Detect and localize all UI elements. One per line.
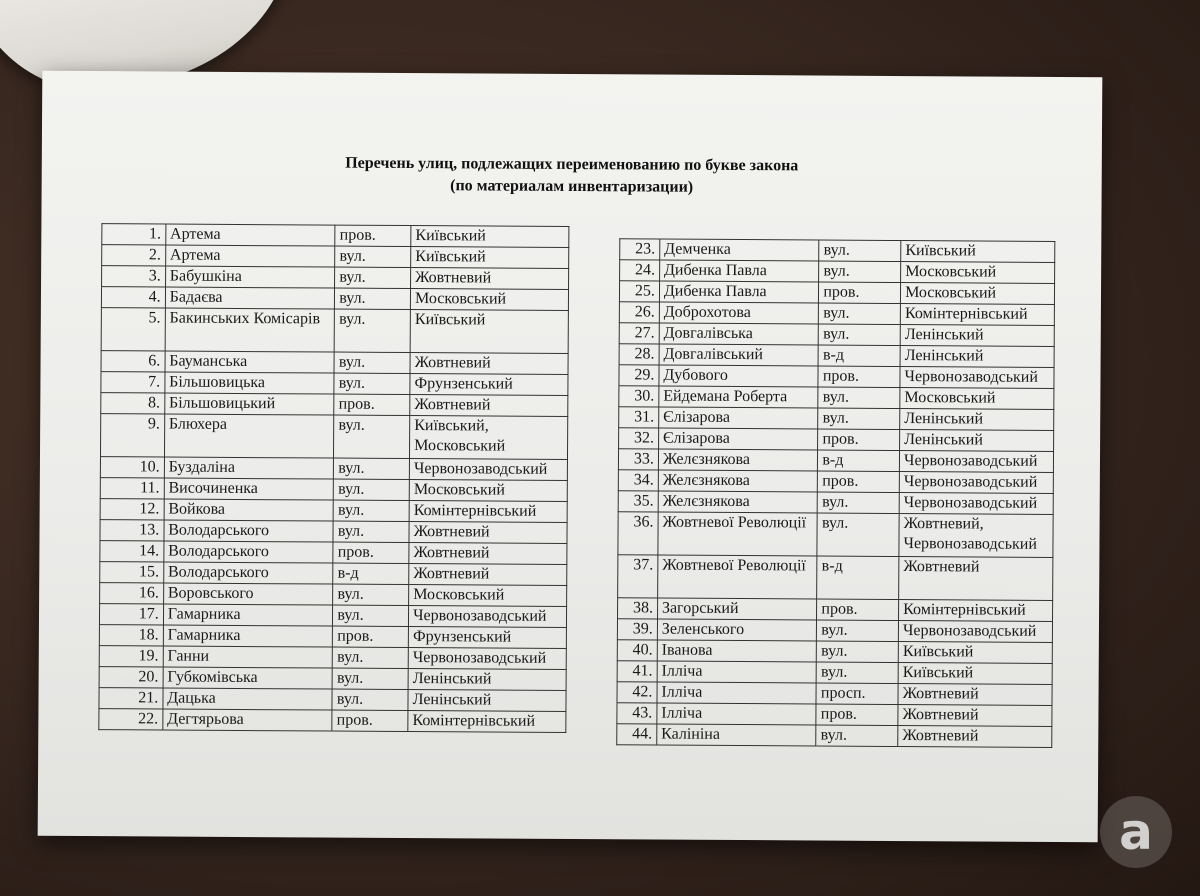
street-type: пров. — [818, 429, 900, 450]
district-name: Фрунзенський — [410, 374, 568, 396]
row-number: 39. — [617, 619, 657, 640]
street-name: Загорський — [657, 598, 817, 620]
district-name: Комінтернівський — [899, 600, 1053, 622]
street-name: Войкова — [164, 499, 334, 521]
table-row — [101, 287, 568, 311]
table-row — [617, 619, 1052, 643]
district-name: Київський — [411, 247, 569, 269]
row-number: 42. — [617, 682, 657, 703]
street-type: вул. — [818, 387, 900, 408]
row-number: 3. — [102, 266, 166, 287]
street-name: Доброхотова — [659, 302, 819, 324]
street-name: Більшовицький — [164, 393, 334, 415]
row-number: 1. — [102, 224, 166, 245]
row-number: 11. — [100, 478, 164, 499]
street-type: вул. — [817, 641, 899, 662]
district-name: Червонозаводський — [899, 493, 1053, 515]
table-row — [102, 245, 569, 269]
table-row — [99, 646, 566, 670]
street-name: Демченка — [660, 239, 820, 261]
district-name: Червонозаводський — [409, 606, 567, 628]
row-number: 33. — [618, 449, 658, 470]
row-number: 35. — [618, 491, 658, 512]
table-row — [618, 512, 1053, 558]
district-name: Київський — [901, 241, 1055, 263]
row-number: 31. — [619, 407, 659, 428]
row-number: 41. — [617, 661, 657, 682]
row-number: 8. — [101, 393, 165, 414]
table-row — [618, 598, 1053, 622]
row-number: 7. — [101, 372, 165, 393]
row-number: 9. — [100, 414, 164, 457]
street-name: Ганни — [163, 646, 333, 668]
table-row — [102, 224, 569, 248]
district-name: Жовтневий — [410, 395, 568, 417]
street-name: Єлізарова — [659, 407, 819, 429]
row-number: 23. — [620, 239, 660, 260]
row-number: 28. — [619, 344, 659, 365]
street-name: Жовтневої Революції — [658, 512, 818, 556]
row-number: 25. — [619, 281, 659, 302]
streets-table-left — [98, 223, 569, 733]
row-number: 44. — [617, 724, 657, 745]
street-type: пров. — [817, 599, 899, 620]
district-name: Жовтневий — [898, 726, 1052, 748]
table-row — [620, 260, 1055, 284]
street-name: Дегтярьова — [163, 709, 333, 731]
street-type: пров. — [333, 542, 409, 563]
street-type: в-д — [818, 345, 900, 366]
street-type: пров. — [818, 366, 900, 387]
street-type: вул. — [334, 458, 410, 479]
row-number: 19. — [99, 646, 163, 667]
street-type: в-д — [333, 563, 409, 584]
table-row — [617, 640, 1052, 664]
street-name: Володарського — [163, 562, 333, 584]
table-row — [619, 344, 1054, 368]
row-number: 18. — [99, 625, 163, 646]
table-row — [617, 682, 1052, 706]
street-type: пров. — [819, 282, 901, 303]
street-name: Воровського — [163, 583, 333, 605]
watermark-logo — [1100, 796, 1172, 868]
street-name: Володарського — [164, 541, 334, 563]
street-type: вул. — [334, 309, 410, 352]
title-line-1: Перечень улиц, подлежащих переименованию по букве закона — [345, 154, 799, 175]
district-name: Ленінський — [900, 325, 1054, 347]
row-number: 27. — [619, 323, 659, 344]
district-name: Жовтневий, Червонозаводський — [899, 514, 1053, 558]
district-name: Червонозаводський — [408, 648, 566, 670]
district-name: Жовтневий — [409, 522, 567, 544]
row-number: 12. — [100, 499, 164, 520]
row-number: 2. — [102, 245, 166, 266]
street-name: Довгалівський — [659, 344, 819, 366]
street-name: Желєзнякова — [658, 491, 818, 513]
district-name: Ленінський — [900, 430, 1054, 452]
district-name: Червонозаводський — [898, 621, 1052, 643]
table-row — [617, 661, 1052, 685]
street-name: Ілліча — [657, 703, 817, 725]
table-row — [101, 372, 568, 396]
street-type: вул. — [333, 605, 409, 626]
district-name: Ленінський — [900, 346, 1054, 368]
street-name: Володарського — [164, 520, 334, 542]
document-title — [42, 151, 1102, 201]
row-number: 40. — [617, 640, 657, 661]
street-type: вул. — [334, 415, 410, 458]
table-row — [99, 604, 566, 628]
street-name: Артема — [165, 245, 335, 267]
table-row — [619, 428, 1054, 452]
district-name: Жовтневий — [410, 353, 568, 375]
street-type: вул. — [816, 725, 898, 746]
row-number: 36. — [618, 512, 658, 555]
street-type: вул. — [334, 479, 410, 500]
street-name: Ілліча — [657, 661, 817, 683]
table-row — [99, 625, 566, 649]
district-name: Московський — [901, 283, 1055, 305]
table-row — [99, 688, 566, 712]
street-type: вул. — [335, 267, 411, 288]
street-name: Губкомівська — [163, 667, 333, 689]
row-number: 17. — [99, 604, 163, 625]
street-name: Желєзнякова — [658, 470, 818, 492]
district-name: Московський — [900, 388, 1054, 410]
district-name: Московський — [901, 262, 1055, 284]
district-name: Жовтневий — [898, 684, 1052, 706]
row-number: 13. — [100, 520, 164, 541]
street-name: Височиненка — [164, 478, 334, 500]
street-name: Більшовицька — [165, 372, 335, 394]
district-name: Ленінський — [408, 669, 566, 691]
district-name: Московський — [409, 585, 567, 607]
street-type: вул. — [333, 521, 409, 542]
district-name: Московський — [409, 480, 567, 502]
row-number: 38. — [618, 598, 658, 619]
street-type: пров. — [818, 471, 900, 492]
district-name: Жовтневий — [409, 543, 567, 565]
row-number: 15. — [100, 562, 164, 583]
table-row — [618, 470, 1053, 494]
street-type: вул. — [819, 261, 901, 282]
table-row — [617, 703, 1052, 727]
street-type: вул. — [818, 492, 900, 513]
row-number: 30. — [619, 386, 659, 407]
row-number: 32. — [619, 428, 659, 449]
table-row — [618, 555, 1053, 601]
table-row — [618, 449, 1053, 473]
street-type: вул. — [335, 246, 411, 267]
district-name: Київський — [410, 310, 568, 354]
row-number: 34. — [618, 470, 658, 491]
district-name: Комінтернівський — [409, 501, 567, 523]
street-type: вул. — [817, 513, 899, 556]
street-type: вул. — [816, 662, 898, 683]
table-row — [100, 520, 567, 544]
street-type: вул. — [333, 584, 409, 605]
district-name: Ленінський — [408, 690, 566, 712]
street-type: вул. — [819, 240, 901, 261]
street-name: Жовтневої Революції — [658, 555, 818, 599]
street-name: Дацька — [163, 688, 333, 710]
street-type: пров. — [333, 626, 409, 647]
district-name: Жовтневий — [409, 564, 567, 586]
table-row — [101, 351, 568, 375]
district-name: Червонозаводський — [900, 367, 1054, 389]
district-name: Комінтернівський — [408, 711, 566, 733]
district-name: Жовтневий — [899, 557, 1053, 601]
row-number: 14. — [100, 541, 164, 562]
table-row — [620, 239, 1055, 263]
street-type: вул. — [334, 352, 410, 373]
street-type: вул. — [819, 303, 901, 324]
street-name: Желєзнякова — [658, 449, 818, 471]
district-name: Ленінський — [900, 409, 1054, 431]
table-row — [99, 709, 566, 733]
street-type: вул. — [817, 620, 899, 641]
street-type: вул. — [819, 324, 901, 345]
table-row — [619, 407, 1054, 431]
street-name: Дибенка Павла — [659, 260, 819, 282]
street-name: Гамарника — [163, 604, 333, 626]
table-row — [102, 266, 569, 290]
street-name: Іванова — [657, 640, 817, 662]
table-row — [101, 393, 568, 417]
row-number: 43. — [617, 703, 657, 724]
district-name: Московський — [410, 289, 568, 311]
street-type: в-д — [818, 450, 900, 471]
street-name: Дубового — [659, 365, 819, 387]
street-name: Артема — [166, 224, 336, 246]
street-type: пров. — [332, 710, 408, 731]
street-name: Калініна — [657, 724, 817, 746]
table-row — [619, 281, 1054, 305]
street-type: вул. — [332, 668, 408, 689]
table-row — [100, 583, 567, 607]
street-name: Довгалівська — [659, 323, 819, 345]
table-row — [100, 478, 567, 502]
street-type: вул. — [334, 373, 410, 394]
row-number: 4. — [101, 287, 165, 308]
street-name: Бадаєва — [165, 287, 335, 309]
row-number: 5. — [101, 308, 165, 351]
district-name: Жовтневий — [898, 705, 1052, 727]
street-type: пров. — [335, 225, 411, 246]
street-type: в-д — [817, 556, 899, 599]
district-name: Жовтневий — [411, 268, 569, 290]
row-number: 24. — [620, 260, 660, 281]
table-row — [618, 491, 1053, 515]
table-row — [619, 323, 1054, 347]
street-name: Ейдемана Роберта — [659, 386, 819, 408]
row-number: 26. — [619, 302, 659, 323]
table-row — [100, 499, 567, 523]
street-name: Ілліча — [657, 682, 817, 704]
street-type: вул. — [332, 689, 408, 710]
district-name: Червонозаводський — [900, 451, 1054, 473]
table-row — [101, 308, 568, 354]
table-row — [99, 667, 566, 691]
district-name: Київський — [411, 226, 569, 248]
street-type: вул. — [818, 408, 900, 429]
table-row — [100, 414, 567, 460]
row-number: 16. — [100, 583, 164, 604]
district-name: Київський — [898, 663, 1052, 685]
street-name: Гамарника — [163, 625, 333, 647]
district-name: Київський, Московський — [410, 416, 568, 460]
table-row — [619, 386, 1054, 410]
table-row — [619, 302, 1054, 326]
street-type: вул. — [333, 500, 409, 521]
street-name: Дибенка Павла — [659, 281, 819, 303]
street-name: Бакинських Комісарів — [165, 308, 335, 352]
street-name: Єлізарова — [658, 428, 818, 450]
district-name: Київський — [898, 642, 1052, 664]
street-type: пров. — [816, 704, 898, 725]
street-name: Зеленського — [657, 619, 817, 641]
street-type: вул. — [333, 647, 409, 668]
row-number: 29. — [619, 365, 659, 386]
street-name: Бауманська — [165, 351, 335, 373]
row-number: 20. — [99, 667, 163, 688]
district-name: Червонозаводський — [409, 459, 567, 481]
street-name: Буздаліна — [164, 457, 334, 479]
table-row — [617, 724, 1052, 748]
table-row — [100, 562, 567, 586]
district-name: Комінтернівський — [900, 304, 1054, 326]
street-name: Бабушкіна — [165, 266, 335, 288]
watermark-letter: a — [1119, 803, 1153, 861]
district-name: Фрунзенський — [408, 627, 566, 649]
row-number: 6. — [101, 351, 165, 372]
streets-table-right — [616, 238, 1055, 748]
title-line-2: (по материалам инвентаризации) — [450, 177, 694, 196]
street-type: пров. — [334, 394, 410, 415]
district-name: Червонозаводський — [899, 472, 1053, 494]
table-row — [100, 457, 567, 481]
table-row — [619, 365, 1054, 389]
row-number: 22. — [99, 709, 163, 730]
street-name: Блюхера — [164, 414, 334, 458]
table-row — [100, 541, 567, 565]
row-number: 10. — [100, 457, 164, 478]
street-type: просп. — [816, 683, 898, 704]
row-number: 21. — [99, 688, 163, 709]
row-number: 37. — [618, 555, 658, 598]
document-page — [38, 71, 1103, 842]
street-type: вул. — [335, 288, 411, 309]
